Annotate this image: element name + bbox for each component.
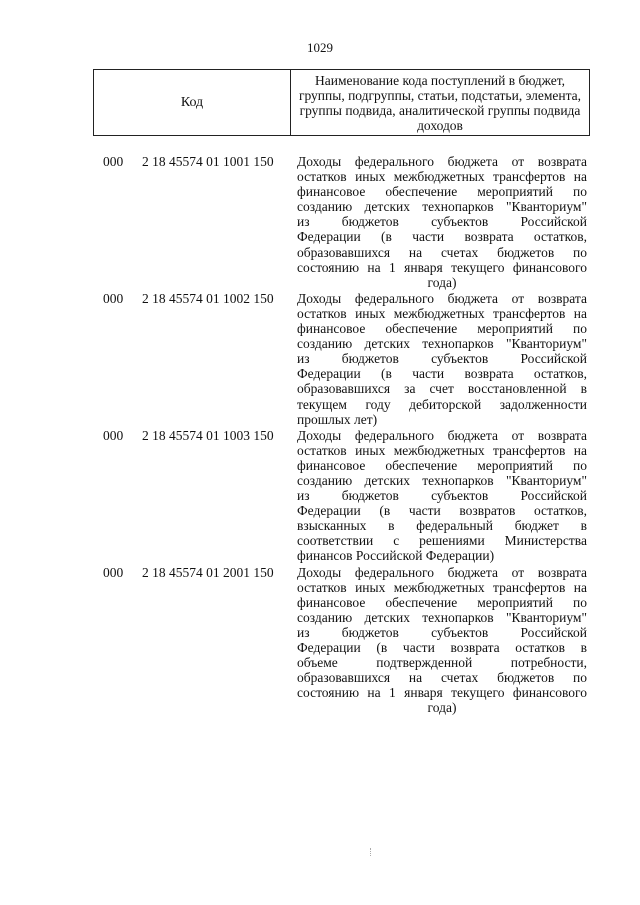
table-body xyxy=(0,154,640,716)
description-line: остатков иных межбюджетных трансфертов на xyxy=(297,305,587,321)
table-row xyxy=(0,428,640,564)
revenue-description xyxy=(297,565,587,716)
admin-code: 000 xyxy=(103,564,124,580)
description-line: прошлых лет) xyxy=(297,411,378,427)
description-line: Доходы федерального бюджета от возврата xyxy=(297,427,587,443)
description-line: Доходы федерального бюджета от возврата xyxy=(297,290,587,306)
description-line: финансов Российской Федерации) xyxy=(297,548,495,564)
header-name-cell: Наименование кода поступлений в бюджет, группы, подгруппы, статьи, подстатьи, элемента, группы подвида, аналитической группы подвида доходов xyxy=(298,72,582,133)
revenue-code: 2 18 45574 01 1002 150 xyxy=(142,290,274,306)
description-line: года) xyxy=(427,700,457,716)
revenue-code: 2 18 45574 01 1003 150 xyxy=(142,427,274,443)
description-line: Федерации (в части возврата остатков, xyxy=(297,229,587,245)
page-number: 1029 xyxy=(307,40,333,55)
revenue-description xyxy=(297,154,587,290)
description-line: года) xyxy=(427,274,457,290)
description-line: текущем году дебиторской задолженности xyxy=(297,396,587,412)
table-row xyxy=(0,154,640,290)
description-line: Федерации (в части возврата остатков, xyxy=(297,366,587,382)
description-line: созданию детских технопарков "Кванториум" xyxy=(297,609,587,625)
description-line: Доходы федерального бюджета от возврата xyxy=(297,564,587,580)
description-line: состоянию на 1 января текущего финансового xyxy=(297,259,587,275)
description-line: взысканных в федеральный бюджет в xyxy=(297,518,587,534)
description-line: остатков иных межбюджетных трансфертов на xyxy=(297,169,587,185)
description-line: из бюджетов субъектов Российской xyxy=(297,488,587,504)
admin-code: 000 xyxy=(103,290,124,306)
description-line: из бюджетов субъектов Российской xyxy=(297,351,587,367)
description-line: объеме подтвержденной потребности, xyxy=(297,655,587,671)
revenue-code: 2 18 45574 01 2001 150 xyxy=(142,564,274,580)
table-header xyxy=(93,69,590,136)
header-code-cell: Код xyxy=(94,70,291,135)
description-line: Федерации (в части возврата остатков в xyxy=(297,640,587,655)
description-line: созданию детских технопарков "Кванториум" xyxy=(297,336,587,352)
description-line: Федерации (в части возвратов остатков, xyxy=(297,503,587,519)
description-line: образовавшихся на счетах бюджетов по xyxy=(297,244,587,260)
description-line: созданию детских технопарков "Кванториум" xyxy=(297,199,587,215)
description-line: образовавшихся на счетах бюджетов по xyxy=(297,670,587,686)
description-line: остатков иных межбюджетных трансфертов на xyxy=(297,442,587,458)
revenue-code: 2 18 45574 01 1001 150 xyxy=(142,154,274,169)
revenue-description xyxy=(297,428,587,564)
description-line: соответствии с решениями Министерства xyxy=(297,533,587,549)
revenue-description xyxy=(297,291,587,427)
description-line: из бюджетов субъектов Российской xyxy=(297,214,587,230)
admin-code: 000 xyxy=(103,154,124,169)
scan-mark xyxy=(370,848,372,856)
description-line: финансовое обеспечение мероприятий по xyxy=(297,321,587,337)
table-row xyxy=(0,291,640,427)
admin-code: 000 xyxy=(103,427,124,443)
description-line: из бюджетов субъектов Российской xyxy=(297,624,587,640)
description-line: созданию детских технопарков "Кванториум" xyxy=(297,472,587,488)
description-line: образовавшихся за счет восстановленной в xyxy=(297,381,587,397)
description-line: Доходы федерального бюджета от возврата xyxy=(297,154,587,169)
description-line: финансовое обеспечение мероприятий по xyxy=(297,184,587,200)
description-line: состоянию на 1 января текущего финансового xyxy=(297,685,587,701)
description-line: финансовое обеспечение мероприятий по xyxy=(297,457,587,473)
description-line: финансовое обеспечение мероприятий по xyxy=(297,594,587,610)
description-line: остатков иных межбюджетных трансфертов на xyxy=(297,579,587,595)
table-row xyxy=(0,565,640,716)
